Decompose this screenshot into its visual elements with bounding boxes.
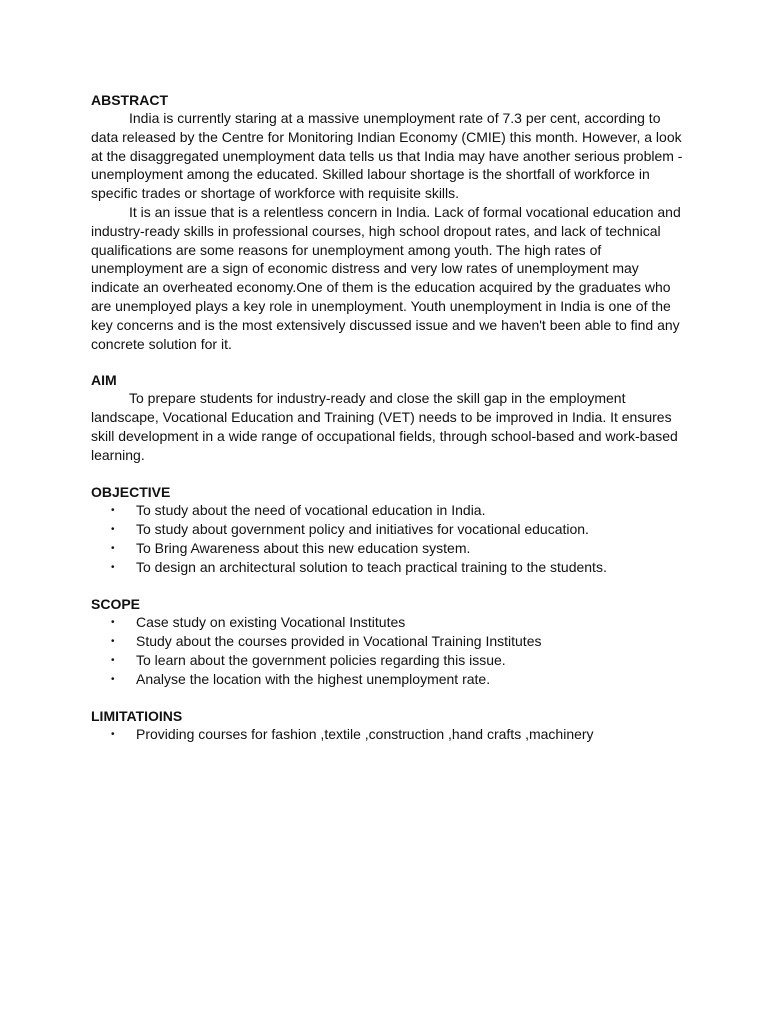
limitations-list — [91, 725, 691, 744]
list-item — [91, 632, 691, 651]
text-line: data released by the Centre for Monitoring Indian Economy (CMIE) this month. However, a look — [91, 128, 682, 145]
list-item-text: To learn about the government policies regarding this issue. — [136, 651, 506, 668]
text-line: India is currently staring at a massive unemployment rate of 7.3 per cent, according to — [129, 110, 661, 126]
abstract-heading: ABSTRACT — [91, 92, 168, 108]
list-item-text: Case study on existing Vocational Institutes — [136, 613, 406, 630]
list-item — [91, 670, 691, 689]
text-line: concrete solution for it. — [91, 335, 232, 352]
list-item-text: Analyse the location with the highest unemployment rate. — [136, 670, 491, 687]
list-item-text: To Bring Awareness about this new education system. — [136, 539, 471, 556]
text-line: at the disaggregated unemployment data tells us that India may have another serious problem - — [91, 147, 683, 164]
bullet-icon: • — [111, 616, 115, 628]
aim-paragraph — [91, 389, 691, 464]
list-item-text: Study about the courses provided in Vocational Training Institutes — [136, 632, 542, 649]
bullet-icon: • — [111, 523, 115, 535]
scope-list — [91, 613, 691, 689]
abstract-paragraph-1 — [91, 109, 691, 203]
list-item-text: To design an architectural solution to teach practical training to the students. — [136, 558, 607, 575]
bullet-icon: • — [111, 654, 115, 666]
bullet-icon: • — [111, 542, 115, 554]
text-line: key concerns and is the most extensively discussed issue and we haven't been able to find any — [91, 316, 680, 333]
bullet-icon: • — [111, 728, 115, 740]
text-line: learning. — [91, 446, 145, 463]
bullet-icon: • — [111, 504, 115, 516]
objective-section — [91, 483, 691, 577]
list-item-text: To study about government policy and initiatives for vocational education. — [136, 520, 589, 537]
list-item — [91, 613, 691, 632]
text-line: To prepare students for industry-ready and close the skill gap in the employment — [129, 390, 626, 407]
text-line: It is an issue that is a relentless concern in India. Lack of formal vocational education and — [129, 203, 681, 220]
text-line: indicate an overheated economy.One of them is the education acquired by the graduates who — [91, 279, 671, 296]
list-item — [91, 539, 691, 558]
bullet-icon: • — [111, 561, 115, 573]
list-item — [91, 501, 691, 520]
scope-section — [91, 595, 691, 689]
text-line: landscape, Vocational Education and Training (VET) needs to be improved in India. It ensures — [91, 409, 672, 426]
list-item — [91, 558, 691, 577]
bullet-icon: • — [111, 673, 115, 685]
text-line: qualifications are some reasons for unemployment among youth. The high rates of — [91, 241, 602, 258]
objective-heading: OBJECTIVE — [91, 483, 171, 500]
bullet-icon: • — [111, 635, 115, 647]
text-line: unemployment are a sign of economic distress and very low rates of unemployment may — [91, 260, 639, 277]
aim-heading: AIM — [91, 372, 117, 389]
aim-section — [91, 371, 691, 464]
scope-heading: SCOPE — [91, 595, 141, 612]
abstract-section — [91, 91, 691, 353]
list-item-text: Providing courses for fashion ,textile ,construction ,hand crafts ,machinery — [136, 725, 594, 742]
list-item-text: To study about the need of vocational education in India. — [136, 501, 486, 518]
list-item — [91, 651, 691, 670]
text-line: industry-ready skills in professional courses, high school dropout rates, and lack of technical — [91, 222, 661, 239]
list-item — [91, 520, 691, 539]
text-line: are unemployed plays a key role in unemployment. Youth unemployment in India is one of the — [91, 297, 671, 314]
text-line: specific trades or shortage of workforce with requisite skills. — [91, 185, 460, 202]
text-line: skill development in a wide range of occupational fields, through school-based and work-based — [91, 427, 678, 444]
document-content — [91, 91, 691, 762]
limitations-section — [91, 707, 691, 744]
limitations-heading: LIMITATIOINS — [91, 707, 183, 724]
text-line: unemployment among the educated. Skilled labour shortage is the shortfall of workforce in — [91, 166, 650, 183]
list-item — [91, 725, 691, 744]
objective-list — [91, 501, 691, 577]
abstract-paragraph-2 — [91, 203, 691, 353]
